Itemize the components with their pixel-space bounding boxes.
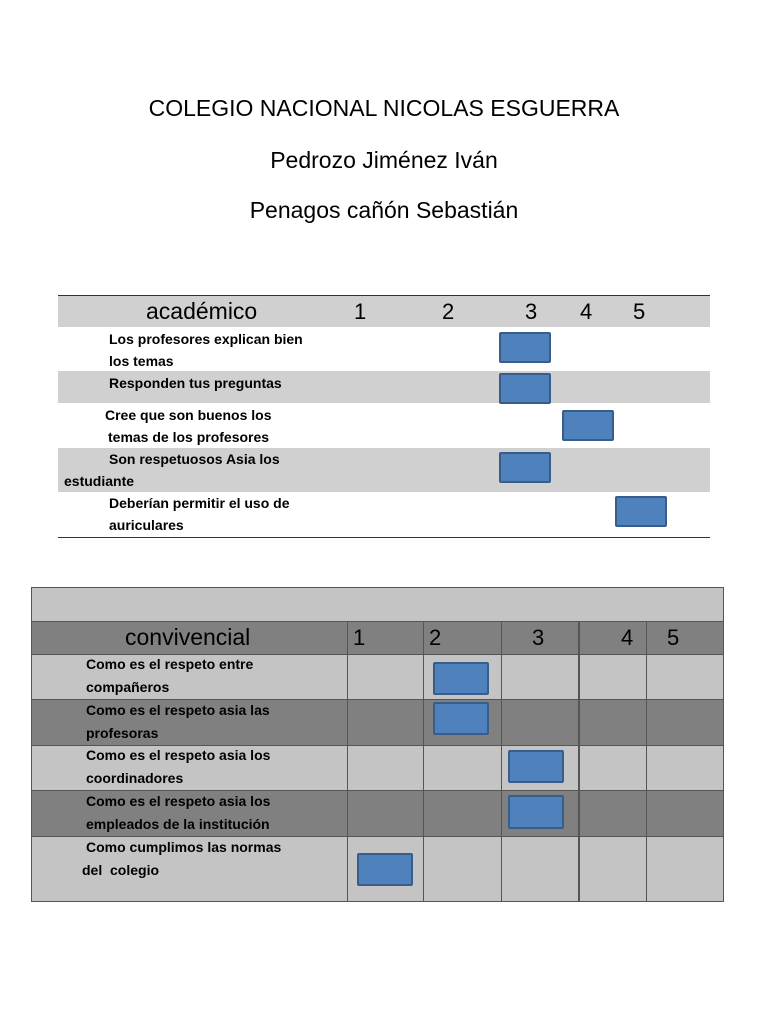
convivencial-scale-1: 1 [353,625,366,650]
academic-question-5 [109,492,290,536]
school-title: COLEGIO NACIONAL NICOLAS ESGUERRA [148,95,620,121]
rating-marker [499,332,551,363]
convivencial-scale-4: 4 [621,625,634,650]
academic-question-2 [109,372,282,394]
academic-scale-2: 2 [442,299,455,324]
rating-marker [508,750,564,783]
rating-marker [433,702,489,735]
rating-marker [615,496,667,527]
question-line: coordinadores [86,770,184,786]
question-line: Como es el respeto entre [86,656,254,672]
question-line: auriculares [109,517,184,533]
question-line: temas de los profesores [108,429,270,445]
rating-marker [508,795,564,829]
question-line: Deberían permitir el uso de [109,495,290,511]
academic-table-title: académico [146,298,258,324]
rating-marker [433,662,489,695]
rating-marker [499,452,551,483]
question-line: compañeros [86,679,170,695]
convivencial-rating-table [31,587,724,902]
question-line: Como cumplimos las normas [86,839,282,855]
author-name-2: Penagos cañón Sebastián [249,197,519,223]
convivencial-question-5 [82,836,281,882]
question-line: estudiante [64,473,135,489]
academic-question-1 [109,328,303,372]
question-line: Como es el respeto asia las [86,702,270,718]
convivencial-scale-2: 2 [429,625,442,650]
convivencial-question-3 [86,744,270,790]
academic-question-4 [64,448,280,492]
question-line: Cree que son buenos los [105,407,272,423]
question-line: Son respetuosos Asia los [109,451,280,467]
convivencial-question-1 [86,653,253,699]
question-line: Responden tus preguntas [109,375,282,391]
academic-scale-5: 5 [633,299,646,324]
rating-marker [357,853,413,886]
question-line: Los profesores explican bien [109,331,303,347]
question-line: Como es el respeto asia los [86,793,271,809]
rating-marker [562,410,614,441]
academic-scale-4: 4 [580,299,593,324]
question-line: del colegio [82,862,160,878]
question-line: los temas [109,353,174,369]
convivencial-question-2 [86,699,270,745]
academic-scale-1: 1 [354,299,367,324]
question-line: empleados de la institución [86,816,270,832]
convivencial-scale-5: 5 [667,625,680,650]
convivencial-table-title: convivencial [125,624,251,650]
academic-question-3 [105,404,271,448]
question-line: profesoras [86,725,159,741]
author-name-1: Pedrozo Jiménez Iván [270,147,498,173]
rating-marker [499,373,551,404]
convivencial-caption-row [32,588,723,621]
academic-scale-3: 3 [525,299,538,324]
convivencial-scale-3: 3 [532,625,545,650]
convivencial-question-4 [86,790,270,836]
question-line: Como es el respeto asia los [86,747,271,763]
academic-rating-table [58,295,710,538]
